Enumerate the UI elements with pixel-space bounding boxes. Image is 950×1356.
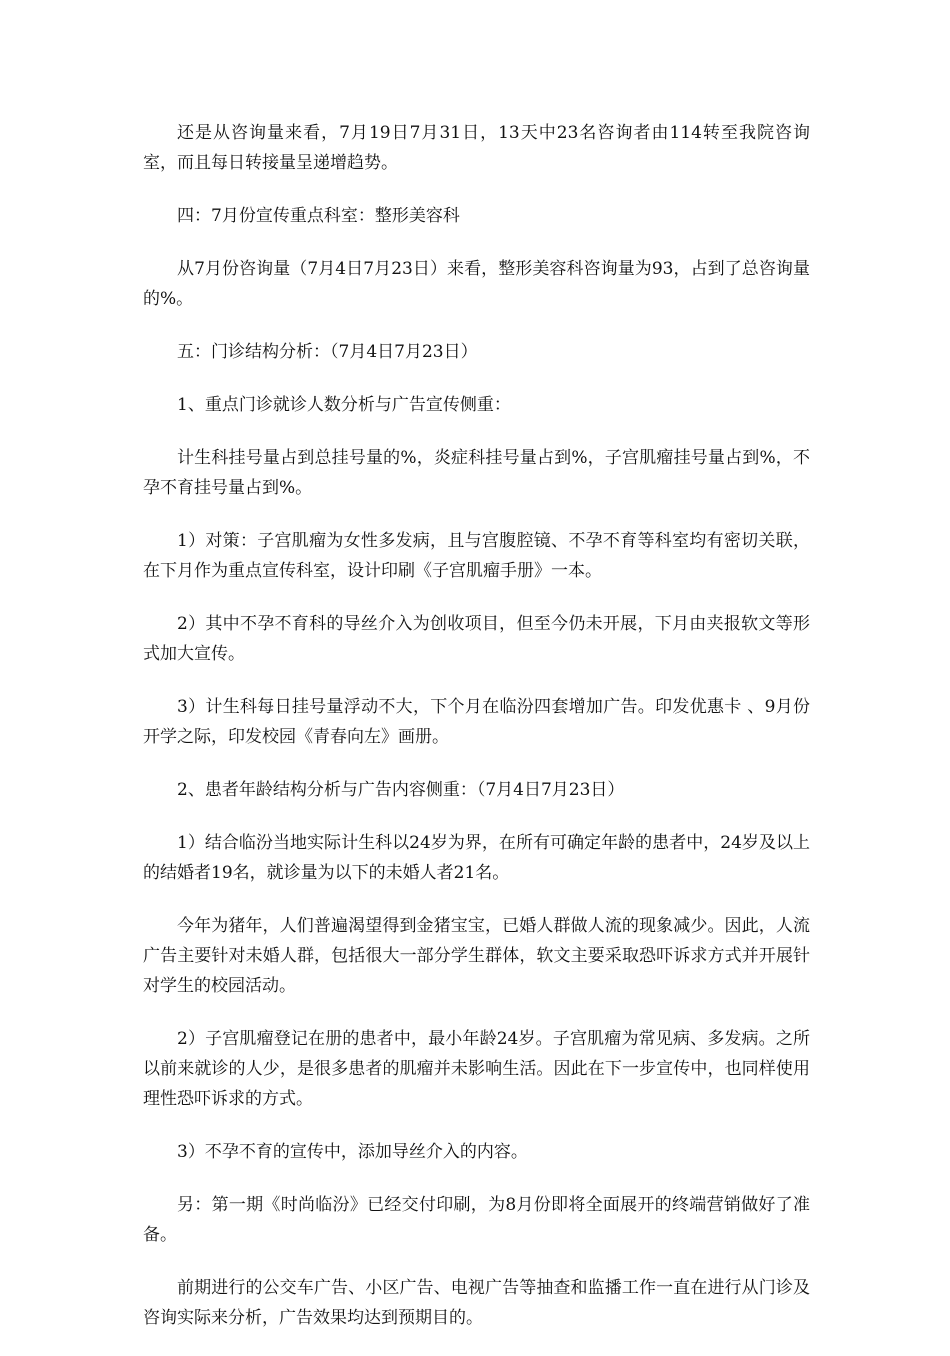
heading-section-four: 四：7月份宣传重点科室：整形美容科 bbox=[177, 206, 460, 226]
paragraph-measure-1: 1）对策：子宫肌瘤为女性多发病，且与宫腹腔镜、不孕不育等科室均有密切关联，在下月作为重点宣传科室，设计印刷《子宫肌瘤手册》一本。 bbox=[143, 531, 810, 581]
paragraph-pig-year: 今年为猪年，人们普遍渴望得到金猪宝宝，已婚人群做人流的现象减少。因此，人流广告主要针对未婚人群，包括很大一部分学生群体，软文主要采取恐吓诉求方式并开展针对学生的校园活动。 bbox=[143, 916, 810, 996]
paragraph-age-2: 2）子宫肌瘤登记在册的患者中，最小年龄24岁。子宫肌瘤为常见病、多发病。之所以前来就诊的人少，是很多患者的肌瘤并未影响生活。因此在下一步宣传中，也同样使用理性恐吓诉求的方式。 bbox=[143, 1029, 810, 1109]
paragraph-consult-volume: 还是从咨询量来看，7月19日7月31日，13天中23名咨询者由114转至我院咨询室，而且每日转接量呈递增趋势。 bbox=[143, 123, 810, 173]
heading-section-five: 五：门诊结构分析：（7月4日7月23日） bbox=[177, 342, 478, 362]
paragraph-ad-monitoring: 前期进行的公交车广告、小区广告、电视广告等抽查和监播工作一直在进行从门诊及咨询实际来分析，广告效果均达到预期目的。 bbox=[143, 1278, 810, 1328]
paragraph-cosmetic-consults: 从7月份咨询量（7月4日7月23日）来看，整形美容科咨询量为93，占到了总咨询量的%。 bbox=[143, 259, 810, 309]
document-body bbox=[143, 118, 810, 1356]
paragraph-magazine: 另：第一期《时尚临汾》已经交付印刷，为8月份即将全面展开的终端营销做好了准备。 bbox=[143, 1195, 810, 1245]
paragraph-measure-3: 3）计生科每日挂号量浮动不大，下个月在临汾四套增加广告。印发优惠卡 、9月份开学之际，印发校园《青春向左》画册。 bbox=[143, 697, 810, 747]
paragraph-age-3: 3）不孕不育的宣传中，添加导丝介入的内容。 bbox=[177, 1142, 528, 1162]
paragraph-age-1: 1）结合临汾当地实际计生科以24岁为界，在所有可确定年龄的患者中，24岁及以上的结婚者19名，就诊量为以下的未婚人者21名。 bbox=[143, 833, 810, 883]
subheading-age-structure: 2、患者年龄结构分析与广告内容侧重：（7月4日7月23日） bbox=[177, 780, 625, 800]
subheading-key-clinics: 1、重点门诊就诊人数分析与广告宣传侧重： bbox=[177, 395, 511, 415]
paragraph-registration-share: 计生科挂号量占到总挂号量的%，炎症科挂号量占到%，子宫肌瘤挂号量占到%，不孕不育挂号量占到%。 bbox=[143, 448, 810, 498]
paragraph-measure-2: 2）其中不孕不育科的导丝介入为创收项目，但至今仍未开展，下月由夹报软文等形式加大宣传。 bbox=[143, 614, 810, 664]
